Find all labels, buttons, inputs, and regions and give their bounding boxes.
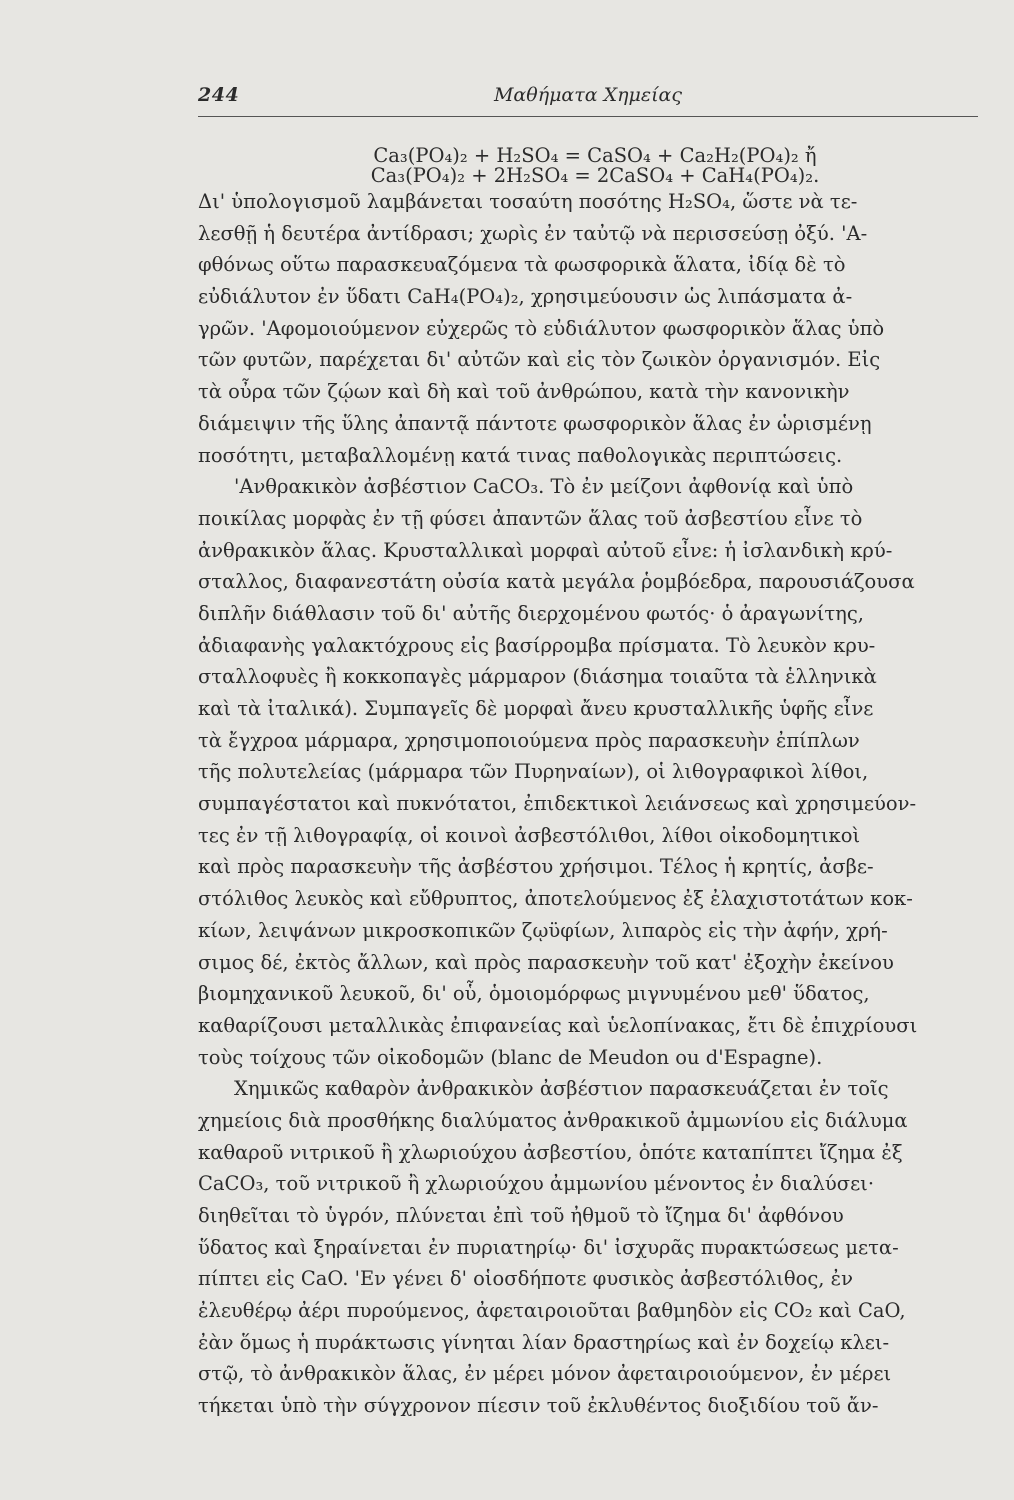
text-line: στῷ, τὸ ἀνθρακικὸν ἅλας, ἐν μέρει μόνον ἀφεταιροιούμενον, ἐν μέρει [198, 1362, 892, 1386]
text-line: κίων, λειψάνων μικροσκοπικῶν ζῳϋφίων, λιπαρὸς εἰς τὴν ἀφήν, χρή- [198, 918, 888, 942]
page-body [198, 146, 992, 1422]
running-title: Μαθήματα Χημείας [493, 84, 683, 106]
text-line: διπλῆν διάθλασιν τοῦ δι' αὐτῆς διερχομένου φωτός· ὁ ἀραγωνίτης, [198, 601, 864, 625]
text-line: Χημικῶς καθαρὸν ἀνθρακικὸν ἀσβέστιον παρασκευάζεται ἐν τοῖς [234, 1077, 889, 1101]
text-line: ποσότητι, μεταβαλλομένῃ κατά τινας παθολογικὰς περιπτώσεις. [198, 443, 843, 467]
text-line: συμπαγέστατοι καὶ πυκνότατοι, ἐπιδεκτικοὶ λειάνσεως καὶ χρησιμεύον- [198, 792, 917, 816]
text-line: ὕδατος καὶ ξηραίνεται ἐν πυριατηρίῳ· δι' ἰσχυρᾶς πυρακτώσεως μετα- [198, 1235, 899, 1259]
page-number: 244 [198, 84, 240, 106]
text-line: καὶ πρὸς παρασκευὴν τῆς ἀσβέστου χρήσιμοι. Τέλος ἡ κρητίς, ἀσβε- [198, 855, 874, 879]
text-line: τῶν φυτῶν, παρέχεται δι' αὐτῶν καὶ εἰς τὸν ζωικὸν ὀργανισμόν. Εἰς [198, 348, 881, 372]
text-line: τήκεται ὑπὸ τὴν σύγχρονον πίεσιν τοῦ ἐκλυθέντος διοξιδίου τοῦ ἄν- [198, 1394, 879, 1418]
text-line: λεσθῇ ἡ δευτέρα ἀντίδρασι; χωρὶς ἐν ταὐτῷ νὰ περισσεύσῃ ὀξύ. 'Α- [198, 221, 868, 245]
section-heading-line: 'Ανθρακικὸν ἀσβέστιον CaCO₃. Τὸ ἐν μείζονι ἀφθονίᾳ καὶ ὑπὸ [234, 475, 854, 499]
text-line: στόλιθος λευκὸς καὶ εὔθρυπτος, ἀποτελούμενος ἐξ ἐλαχιστοτάτων κοκ- [198, 887, 913, 911]
text-line: πίπτει εἰς CaO. 'Εν γένει δ' οἱοσδήποτε φυσικὸς ἀσβεστόλιθος, ἐν [198, 1267, 854, 1291]
text-line: σταλλοφυὲς ἢ κοκκοπαγὲς μάρμαρον (διάσημα τοιαῦτα τὰ ἑλληνικὰ [198, 665, 877, 689]
text-line: χημείοις διὰ προσθήκης διαλύματος ἀνθρακικοῦ ἀμμωνίου εἰς διάλυμα [198, 1108, 908, 1132]
text-line: ποικίλας μορφὰς ἐν τῇ φύσει ἀπαντῶν ἅλας τοῦ ἀσβεστίου εἶνε τὸ [198, 506, 863, 530]
text-line: διηθεῖται τὸ ὑγρόν, πλύνεται ἐπὶ τοῦ ἠθμοῦ τὸ ἴζημα δι' ἀφθόνου [198, 1204, 844, 1227]
text-line: γρῶν. 'Αφομοιούμενον εὐχερῶς τὸ εὐδιάλυτον φωσφορικὸν ἅλας ὑπὸ [198, 316, 885, 340]
text-line: εὐδιάλυτον ἐν ὕδατι CaH₄(PO₄)₂, χρησιμεύουσιν ὡς λιπάσματα ἀ- [198, 285, 853, 309]
text-line: CaCO₃, τοῦ νιτρικοῦ ἢ χλωριούχου ἀμμωνίου μένοντος ἐν διαλύσει· [198, 1172, 875, 1196]
equation-line: Ca₃(PO₄)₂ + H₂SO₄ = CaSO₄ + Ca₂H₂(PO₄)₂ ἤ [373, 144, 817, 167]
text-line: βιομηχανικοῦ λευκοῦ, δι' οὗ, ὁμοιομόρφως μιγνυμένου μεθ' ὕδατος, [198, 982, 870, 1006]
text-line: φθόνως οὕτω παρασκευαζόμενα τὰ φωσφορικὰ ἅλατα, ἰδίᾳ δὲ τὸ [198, 253, 846, 277]
page-header [198, 84, 978, 117]
text-line: τὰ ἔγχροα μάρμαρα, χρησιμοποιούμενα πρὸς παρασκευὴν ἐπίπλων [198, 728, 860, 752]
text-line: καθαροῦ νιτρικοῦ ἢ χλωριούχου ἀσβεστίου, ὁπότε καταπίπτει ἴζημα ἐξ [198, 1140, 903, 1164]
text-line: ἐλευθέρῳ ἀέρι πυρούμενος, ἀφεταιροιοῦται βαθμηδὸν εἰς CO₂ καὶ CaO, [198, 1299, 906, 1323]
text-block [198, 186, 992, 1422]
text-line: τες ἐν τῇ λιθογραφίᾳ, οἱ κοινοὶ ἀσβεστόλιθοι, λίθοι οἰκοδομητικοὶ [198, 823, 861, 847]
text-line: καθαρίζουσι μεταλλικὰς ἐπιφανείας καὶ ὑελοπίνακας, ἔτι δὲ ἐπιχρίουσι [198, 1013, 918, 1037]
text-line: ἀνθρακικὸν ἅλας. Κρυσταλλικαὶ μορφαὶ αὐτοῦ εἶνε: ἡ ἰσλανδικὴ κρύ- [198, 538, 893, 562]
text-line: καὶ τὰ ἰταλικά). Συμπαγεῖς δὲ μορφαὶ ἄνευ κρυσταλλικῆς ὑφῆς εἶνε [198, 697, 874, 720]
text-line: τῆς πολυτελείας (μάρμαρα τῶν Πυρηναίων), οἱ λιθογραφικοὶ λίθοι, [198, 760, 869, 784]
text-line: σταλλος, διαφανεστάτη οὐσία κατὰ μεγάλα ῥομβόεδρα, παρουσιάζουσα [198, 570, 915, 594]
text-line: Δι' ὑπολογισμοῦ λαμβάνεται τοσαύτη ποσότης H₂SO₄, ὥστε νὰ τε- [198, 190, 858, 213]
text-line: ἐὰν ὅμως ἡ πυράκτωσις γίνηται λίαν δραστηρίως καὶ ἐν δοχείῳ κλει- [198, 1330, 890, 1354]
text-line: διάμειψιν τῆς ὕλης ἀπαντᾷ πάντοτε φωσφορικὸν ἅλας ἐν ὡρισμένῃ [198, 411, 872, 435]
text-line: ἀδιαφανὴς γαλακτόχρους εἰς βασίρρομβα πρίσματα. Τὸ λευκὸν κρυ- [198, 633, 876, 657]
equation-line: Ca₃(PO₄)₂ + 2H₂SO₄ = 2CaSO₄ + CaH₄(PO₄)₂. [370, 164, 820, 187]
text-line: τὰ οὖρα τῶν ζῴων καὶ δὴ καὶ τοῦ ἀνθρώπου, κατὰ τὴν κανονικὴν [198, 380, 850, 404]
text-line: σιμος δέ, ἐκτὸς ἄλλων, καὶ πρὸς παρασκευὴν τοῦ κατ' ἐξοχὴν ἐκείνου [198, 950, 894, 974]
text-line: τοὺς τοίχους τῶν οἰκοδομῶν (blanc de Meudon ou d'Espagne). [198, 1045, 823, 1069]
